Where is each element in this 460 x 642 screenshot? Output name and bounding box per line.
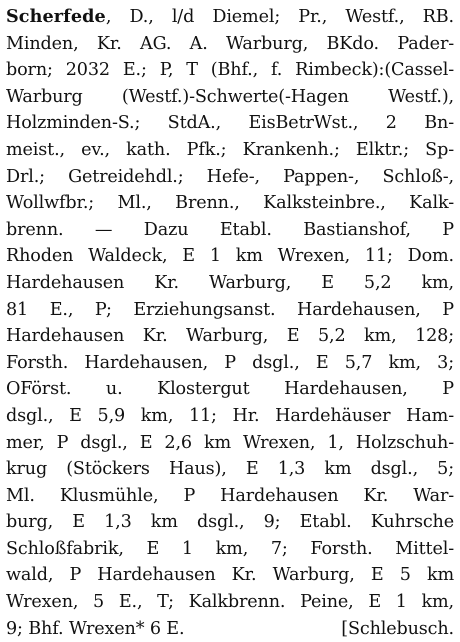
entry-line-1-text: , D., l/d Diemel; Pr., Westf., RB. <box>105 7 454 27</box>
entry-line-15: OFörst. u. Klostergut Hardehausen, P <box>6 379 454 400</box>
dictionary-entry <box>6 4 454 639</box>
entry-line-5: Holzminden-S.; StdA., EisBetrWst., 2 Bn- <box>6 113 454 134</box>
entry-line-12: 81 E., P; Erziehungsanst. Hardehausen, P <box>6 299 454 320</box>
entry-line-18: krug (Stöckers Haus), E 1,3 km dsgl., 5; <box>6 459 454 480</box>
entry-line-19: Ml. Klusmühle, P Hardehausen Kr. War- <box>6 485 454 506</box>
entry-line-2: Minden, Kr. AG. A. Warburg, BKdo. Pader- <box>6 33 454 54</box>
entry-line-11: Hardehausen Kr. Warburg, E 5,2 km, <box>6 272 454 293</box>
entry-line-22: wald, P Hardehausen Kr. Warburg, E 5 km <box>6 565 454 586</box>
entry-line-23: Wrexen, 5 E., T; Kalkbrenn. Peine, E 1 km, <box>6 592 454 613</box>
entry-line-7: Drl.; Getreidehdl.; Hefe-, Pappen-, Schloß-, <box>6 166 454 187</box>
entry-line-20: burg, E 1,3 km dsgl., 9; Etabl. Kuhrsche <box>6 512 454 533</box>
entry-line-4: Warburg (Westf.)-Schwerte(-Hagen Westf.), <box>6 86 454 107</box>
author-attribution: [Schlebusch. <box>341 618 454 639</box>
entry-line-10: Rhoden Waldeck, E 1 km Wrexen, 11; Dom. <box>6 246 454 267</box>
entry-line-6: meist., ev., kath. Pfk.; Krankenh.; Elktr.; Sp- <box>6 139 454 160</box>
entry-line-1 <box>6 4 454 31</box>
entry-line-16: dsgl., E 5,9 km, 11; Hr. Hardehäuser Ham- <box>6 405 454 426</box>
last-line-text: 9; Bhf. Wrexen* 6 E. <box>6 618 185 639</box>
headword: Scherfede <box>6 6 106 27</box>
entry-line-3: born; 2032 E.; P, T (Bhf., f. Rimbeck):(Cassel- <box>6 60 454 81</box>
entry-line-8: Wollwfbr.; Ml., Brenn., Kalksteinbre., Kalk- <box>6 193 454 214</box>
entry-line-13: Hardehausen Kr. Warburg, E 5,2 km, 128; <box>6 326 454 347</box>
entry-line-17: mer, P dsgl., E 2,6 km Wrexen, 1, Holzschuh- <box>6 432 454 453</box>
entry-line-9: brenn. — Dazu Etabl. Bastianshof, P <box>6 219 454 240</box>
entry-line-24 <box>6 616 454 642</box>
entry-line-14: Forsth. Hardehausen, P dsgl., E 5,7 km, 3; <box>6 352 454 373</box>
entry-line-21: Schloßfabrik, E 1 km, 7; Forsth. Mittel- <box>6 538 454 559</box>
